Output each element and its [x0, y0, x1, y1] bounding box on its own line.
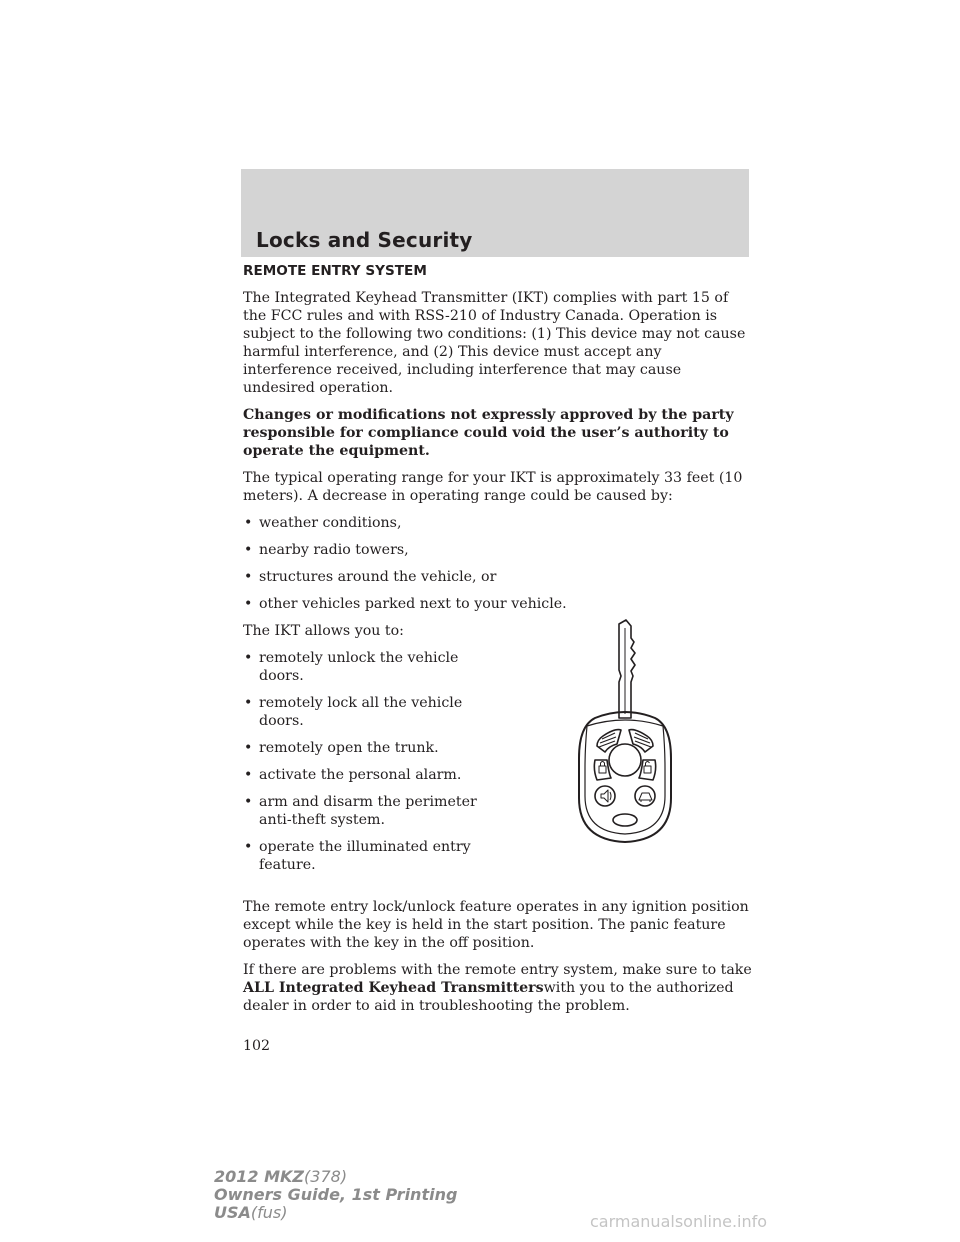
footer-model: 2012 MKZ	[214, 1167, 305, 1186]
list-item: • remotely open the trunk.	[243, 739, 478, 757]
list-item: • other vehicles parked next to your vehicle.	[243, 595, 753, 613]
key-blade-icon	[619, 620, 635, 718]
ikt-features-list	[243, 649, 478, 874]
list-item: • nearby radio towers,	[243, 541, 753, 559]
key-fob-body	[579, 712, 671, 842]
fcc-compliance-paragraph: The Integrated Keyhead Transmitter (IKT) complies with part 15 of the FCC rules and with RSS-210 of Industry Canada. Operation is subject to the following two conditions: (1) This device may not cause harmful interference, and (2) This device must accept any interference received, including interference that may cause undesired operation.	[243, 290, 746, 396]
footer-market: USA	[214, 1203, 251, 1222]
footer-guide: Owners Guide, 1st Printing	[214, 1185, 458, 1204]
list-item: • remotely lock all the vehicle doors.	[243, 694, 478, 730]
problems-lead: If there are problems with the remote entry system, make sure to take	[243, 962, 752, 978]
print-footer	[214, 1168, 457, 1222]
list-item: • structures around the vehicle, or	[243, 568, 753, 586]
lock-unlock-paragraph: The remote entry lock/unlock feature operates in any ignition position except while the key is held in the start position. The panic feature operates with the key in the off position.	[243, 899, 749, 951]
page-number: 102	[243, 1038, 271, 1054]
operating-range-paragraph: The typical operating range for your IKT is approximately 33 feet (10 meters). A decrease in operating range could be caused by:	[243, 470, 743, 504]
list-item: • remotely unlock the vehicle doors.	[243, 649, 478, 685]
footer-code: (378)	[304, 1167, 348, 1186]
ikt-allows-intro: The IKT allows you to:	[243, 623, 404, 639]
list-item: • arm and disarm the perimeter anti-theft system.	[243, 793, 478, 829]
page-content	[243, 262, 753, 1024]
list-item: • weather conditions,	[243, 514, 753, 532]
remote-entry-heading: REMOTE ENTRY SYSTEM	[243, 263, 427, 279]
list-item: • operate the illuminated entry feature.	[243, 838, 478, 874]
watermark-link[interactable]: carmanualsonline.info	[590, 1212, 768, 1231]
footer-market-code: (fus)	[250, 1203, 288, 1222]
range-factors-list	[243, 514, 753, 613]
problems-paragraph	[243, 961, 753, 1015]
problems-tail: with you to the authorized dealer in order to aid in troubleshooting the problem.	[243, 980, 734, 1014]
ikt-features-block	[243, 622, 753, 874]
section-title: Locks and Security	[256, 228, 473, 252]
list-item: • activate the personal alarm.	[243, 766, 478, 784]
keyhead-transmitter-illustration	[575, 618, 675, 858]
modification-warning: Changes or modifications not expressly approved by the party responsible for compliance could void the user’s authority to operate the equipment.	[243, 407, 734, 459]
problems-bold: ALL Integrated Keyhead Transmitters	[243, 980, 544, 996]
